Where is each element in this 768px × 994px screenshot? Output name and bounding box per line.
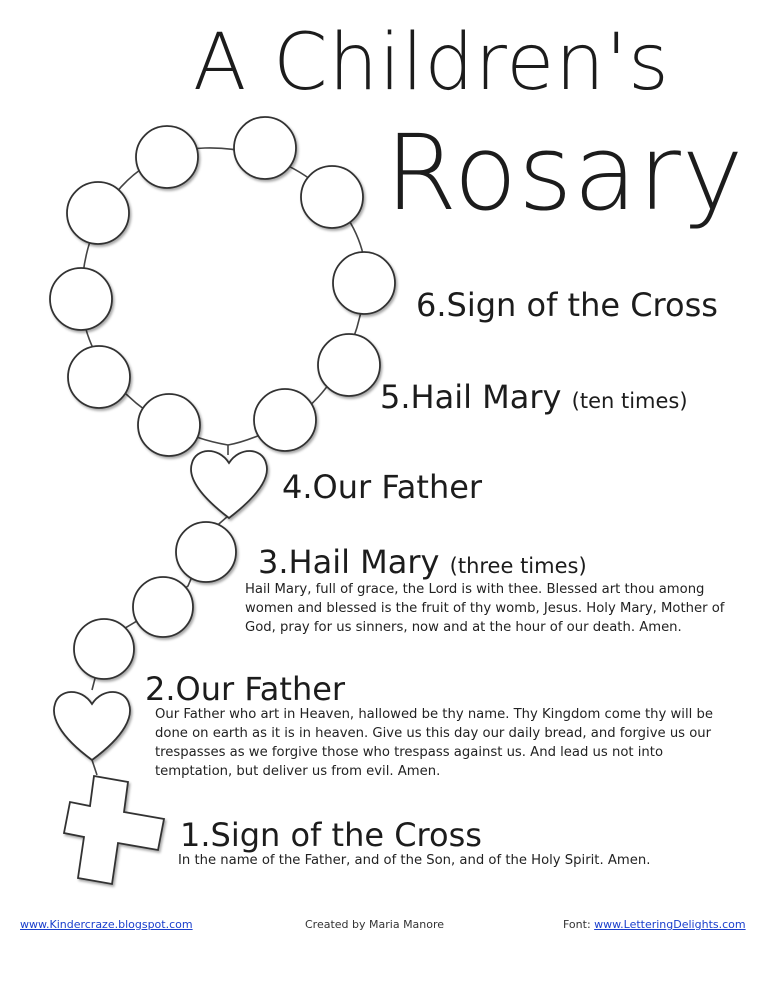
heart-bead-icon bbox=[191, 451, 267, 518]
step-1-label: 1.Sign of the Cross bbox=[180, 816, 482, 854]
font-label: Font: bbox=[563, 918, 591, 931]
bead bbox=[136, 126, 198, 188]
step-6-label: 6.Sign of the Cross bbox=[416, 286, 718, 324]
heart-bead-icon bbox=[54, 692, 130, 760]
bead bbox=[68, 346, 130, 408]
step-2-label: 2.Our Father bbox=[145, 670, 346, 708]
bead bbox=[133, 577, 193, 637]
footer-right bbox=[563, 918, 746, 931]
bead bbox=[67, 182, 129, 244]
bead bbox=[74, 619, 134, 679]
bead bbox=[318, 334, 380, 396]
title-line-2: Rosary bbox=[385, 112, 745, 234]
bead bbox=[234, 117, 296, 179]
bead bbox=[301, 166, 363, 228]
sign-of-cross-prayer: In the name of the Father, and of the Son, and of the Holy Spirit. Amen. bbox=[178, 853, 651, 868]
bead bbox=[176, 522, 236, 582]
bead bbox=[333, 252, 395, 314]
hail-mary-prayer: Hail Mary, full of grace, the Lord is with thee. Blessed art thou among women and blessed is the fruit of thy womb, Jesus. Holy Mary, Mother of God, pray for us sinners, now and at the hour of our death. Amen. bbox=[245, 582, 725, 635]
step-3-sub: (three times) bbox=[449, 554, 587, 578]
title-line-1: A Children's bbox=[193, 18, 670, 108]
lettering-delights-link[interactable]: www.LetteringDelights.com bbox=[594, 918, 746, 931]
step-5-sub: (ten times) bbox=[571, 389, 688, 413]
bead bbox=[138, 394, 200, 456]
footer-left bbox=[20, 918, 193, 931]
bead bbox=[254, 389, 316, 451]
kindercraze-link[interactable]: www.Kindercraze.blogspot.com bbox=[20, 918, 193, 931]
cross-icon bbox=[64, 776, 164, 884]
step-5-label: 5.Hail Mary (ten times) bbox=[380, 378, 688, 416]
step-4-label: 4.Our Father bbox=[282, 468, 483, 506]
bead bbox=[50, 268, 112, 330]
step-3-label: 3.Hail Mary (three times) bbox=[258, 543, 587, 581]
footer-credit: Created by Maria Manore bbox=[305, 918, 445, 931]
our-father-prayer: Our Father who art in Heaven, hallowed be thy name. Thy Kingdom come thy will be done on earth as it is in heaven. Give us this day our daily bread, and forgive us our trespasses as we forgive those who trespass against us. And lead us not into temptation, but deliver us from evil. Amen. bbox=[155, 707, 713, 779]
